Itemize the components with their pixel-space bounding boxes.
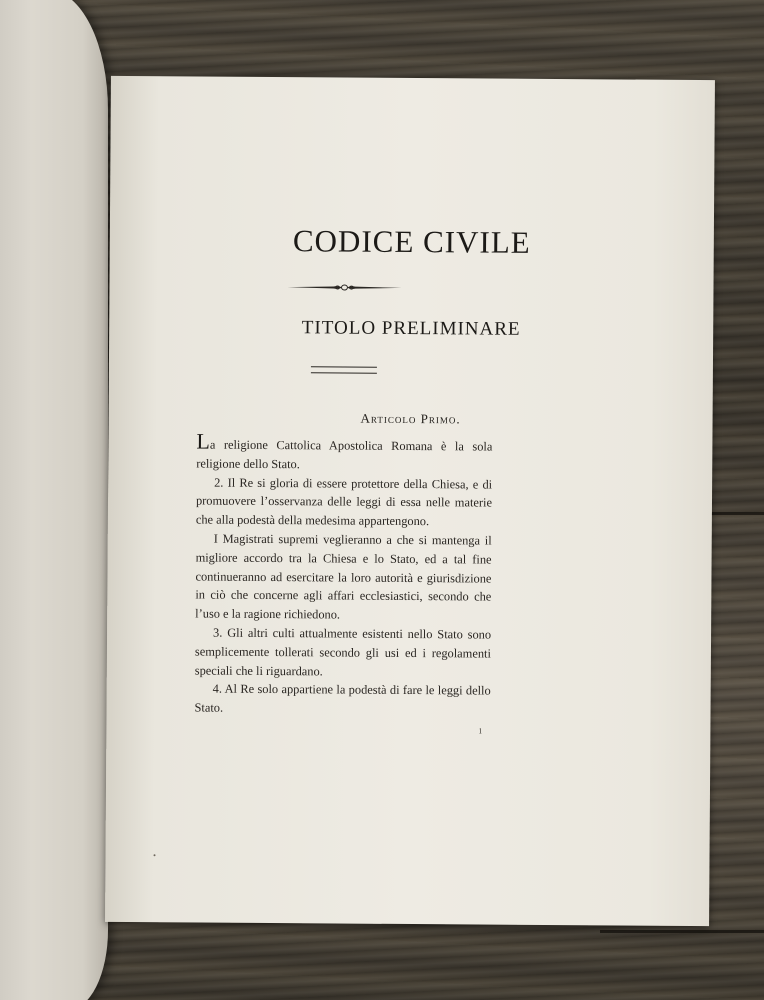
paragraph-1 [196,428,493,476]
double-rule-divider [311,366,377,373]
paragraph-2: 2. Il Re si gloria di essere protettore della Chiesa, e di promuovere l’osservanza delle leggi di essa nelle materie che alla podestà della medesima appartengono. [195,475,493,529]
paragraph-3: I Magistrati supremi veglieranno a che si mantenga il migliore accordo tra la Chiesa e lo Stato, ed a tal fine continueranno ad esercitare la loro autorità e giurisdizione in ciò che concerne agli affari ecclesiastici, secondo che l’uso e la ragione richiedono. [195,531,492,622]
wood-plank-seam [600,930,764,933]
paragraph-5: 4. Al Re solo appartiene la podestà di fare le leggi dello Stato. [194,681,491,715]
ornament-divider-icon [285,282,403,293]
paragraph-text: a religione Cattolica Apostolica Romana è la sola religione dello Stato. [196,437,493,472]
article-body [194,428,493,720]
page-number: 1 [478,726,483,736]
left-page-edge [0,0,108,1000]
book-page [105,76,715,926]
page-title: CODICE CIVILE [292,223,531,260]
article-heading: Articolo Primo. [360,410,461,427]
drop-cap: L [196,428,210,454]
section-subtitle: TITOLO PRELIMINARE [301,317,521,340]
paragraph-4: 3. Gli altri culti attualmente esistenti nello Stato sono semplicemente tollerati secondo gli usi ed i regolamenti speciali che li riguardano. [194,625,492,678]
paper-speck [154,854,156,856]
